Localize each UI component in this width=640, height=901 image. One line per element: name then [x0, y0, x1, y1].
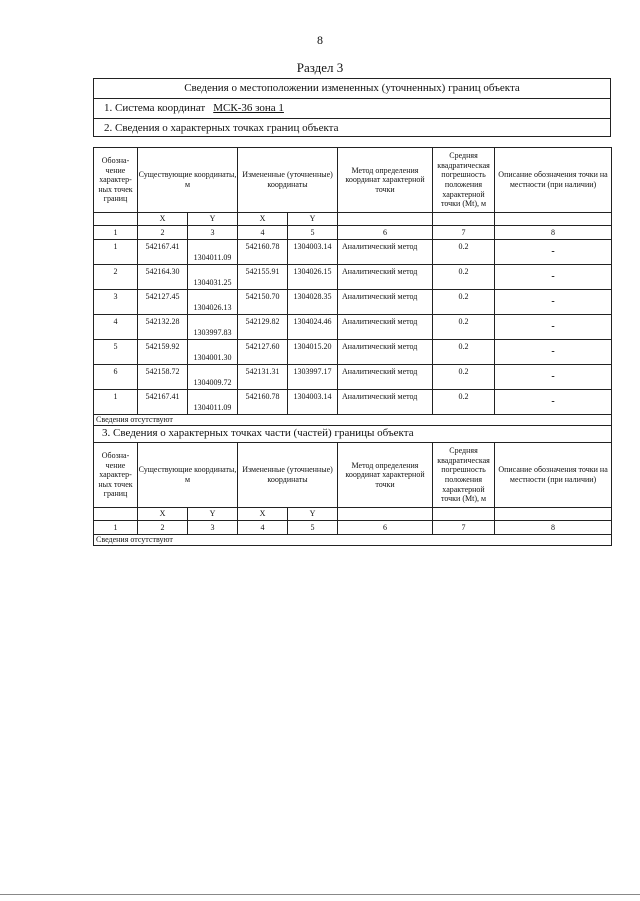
cell-x2: 542127.60: [238, 340, 288, 365]
cell-err: 0.2: [433, 265, 495, 290]
cell-err: 0.2: [433, 365, 495, 390]
cell-method: Аналитический метод: [338, 315, 433, 340]
header-method: Метод определения координат характерной точки: [338, 443, 433, 508]
cell-desc: -: [495, 315, 612, 340]
cell-pt: 5: [94, 340, 138, 365]
cell-err: 0.2: [433, 390, 495, 415]
cell-x2: 542129.82: [238, 315, 288, 340]
boundaries-info-title: Сведения о местоположении измененных (уточненных) границ объекта: [94, 79, 610, 99]
table-header-row: [94, 443, 612, 508]
cell-pt: 2: [94, 265, 138, 290]
cell-desc: -: [495, 265, 612, 290]
header-changed-coords: Измененные (уточненные) координаты: [238, 148, 338, 213]
table-note-row: [94, 535, 612, 546]
column-number: 2: [138, 226, 188, 240]
page-number: 8: [317, 33, 323, 47]
header-error: Средняя квадратическая погрешность положения характерной точки (Mt), м: [433, 443, 495, 508]
column-number: 4: [238, 226, 288, 240]
table-row: [94, 265, 612, 290]
table-header-row: [94, 148, 612, 213]
table-body: [94, 240, 612, 415]
column-number: 1: [94, 226, 138, 240]
column-number: 2: [138, 521, 188, 535]
section-title: Раздел 3: [296, 60, 344, 75]
header-existing-coords: Существующие координаты, м: [138, 148, 238, 213]
page-bottom-line: [0, 894, 640, 895]
header-point-designation: Обозна-чение характер-ных точек границ: [94, 148, 138, 213]
cell-y2: 1304024.46: [288, 315, 338, 340]
cell-err: 0.2: [433, 290, 495, 315]
cell-y2: 1304003.14: [288, 240, 338, 265]
header-y: Y: [188, 213, 238, 226]
header-x: X: [138, 213, 188, 226]
cell-y2: 1304015.20: [288, 340, 338, 365]
column-number: 5: [288, 226, 338, 240]
header-y: Y: [188, 508, 238, 521]
part-table-title: 3. Сведения о характерных точках части (частей) границы объекта: [94, 426, 612, 443]
table-number-row: [94, 226, 612, 240]
column-number: 3: [188, 226, 238, 240]
cell-y2: 1303997.17: [288, 365, 338, 390]
cell-desc: -: [495, 340, 612, 365]
table-xy-row: [94, 508, 612, 521]
header-existing-coords: Существующие координаты, м: [138, 443, 238, 508]
column-number: 1: [94, 521, 138, 535]
cell-y1: 1304031.25: [188, 265, 238, 290]
header-x: X: [238, 508, 288, 521]
cell-x1: 542164.30: [138, 265, 188, 290]
column-number: 4: [238, 521, 288, 535]
table-row: [94, 240, 612, 265]
column-number: 6: [338, 226, 433, 240]
cell-x2: 542131.31: [238, 365, 288, 390]
table-note-row: [94, 415, 612, 426]
column-number: 7: [433, 226, 495, 240]
cell-desc: -: [495, 290, 612, 315]
cell-x2: 542160.78: [238, 240, 288, 265]
header-point-designation: Обозна-чение характер-ных точек границ: [94, 443, 138, 508]
column-number: 7: [433, 521, 495, 535]
table-row: [94, 390, 612, 415]
boundaries-info-frame: [93, 78, 611, 137]
part-boundary-points-table: [93, 425, 612, 546]
cell-x1: 542159.92: [138, 340, 188, 365]
coordinate-system-row: [94, 99, 610, 119]
part-table-title-row: [94, 426, 612, 443]
cell-method: Аналитический метод: [338, 240, 433, 265]
column-number: 8: [495, 226, 612, 240]
cell-y1: 1304001.30: [188, 340, 238, 365]
cell-desc: -: [495, 240, 612, 265]
table-row: [94, 315, 612, 340]
cell-method: Аналитический метод: [338, 365, 433, 390]
header-y: Y: [288, 508, 338, 521]
cell-pt: 1: [94, 240, 138, 265]
cell-y1: 1303997.83: [188, 315, 238, 340]
header-error: Средняя квадратическая погрешность положения характерной точки (Mt), м: [433, 148, 495, 213]
cell-method: Аналитический метод: [338, 265, 433, 290]
points-section-title: 2. Сведения о характерных точках границ объекта: [104, 122, 339, 134]
cell-err: 0.2: [433, 240, 495, 265]
cell-x1: 542127.45: [138, 290, 188, 315]
cell-x2: 542150.70: [238, 290, 288, 315]
cell-x1: 542167.41: [138, 240, 188, 265]
cell-err: 0.2: [433, 315, 495, 340]
cell-x1: 542132.28: [138, 315, 188, 340]
cell-y2: 1304026.15: [288, 265, 338, 290]
table-row: [94, 365, 612, 390]
header-x: X: [238, 213, 288, 226]
column-number: 8: [495, 521, 612, 535]
cell-method: Аналитический метод: [338, 390, 433, 415]
table-xy-row: [94, 213, 612, 226]
cell-x1: 542158.72: [138, 365, 188, 390]
cell-pt: 4: [94, 315, 138, 340]
header-method: Метод определения координат характерной точки: [338, 148, 433, 213]
cell-pt: 6: [94, 365, 138, 390]
cell-x2: 542155.91: [238, 265, 288, 290]
column-number: 5: [288, 521, 338, 535]
table-number-row: [94, 521, 612, 535]
cell-y1: 1304011.09: [188, 240, 238, 265]
cell-y1: 1304011.09: [188, 390, 238, 415]
header-y: Y: [288, 213, 338, 226]
cell-y1: 1304026.13: [188, 290, 238, 315]
cell-desc: -: [495, 390, 612, 415]
column-number: 3: [188, 521, 238, 535]
cell-pt: 3: [94, 290, 138, 315]
header-description: Описание обозначения точки на местности (при наличии): [495, 148, 612, 213]
cell-y1: 1304009.72: [188, 365, 238, 390]
table-row: [94, 290, 612, 315]
cell-pt: 1: [94, 390, 138, 415]
cell-desc: -: [495, 365, 612, 390]
header-description: Описание обозначения точки на местности (при наличии): [495, 443, 612, 508]
cell-method: Аналитический метод: [338, 290, 433, 315]
header-x: X: [138, 508, 188, 521]
cell-x2: 542160.78: [238, 390, 288, 415]
cell-y2: 1304003.14: [288, 390, 338, 415]
coordinate-system-label: 1. Система координат: [104, 102, 206, 114]
coordinate-system-value: МСК-36 зона 1: [213, 102, 284, 114]
cell-method: Аналитический метод: [338, 340, 433, 365]
cell-y2: 1304028.35: [288, 290, 338, 315]
no-data-note: Сведения отсутствуют: [94, 415, 612, 426]
boundary-points-table: [93, 147, 612, 426]
no-data-note: Сведения отсутствуют: [94, 535, 612, 546]
column-number: 6: [338, 521, 433, 535]
table-row: [94, 340, 612, 365]
cell-err: 0.2: [433, 340, 495, 365]
cell-x1: 542167.41: [138, 390, 188, 415]
header-changed-coords: Измененные (уточненные) координаты: [238, 443, 338, 508]
